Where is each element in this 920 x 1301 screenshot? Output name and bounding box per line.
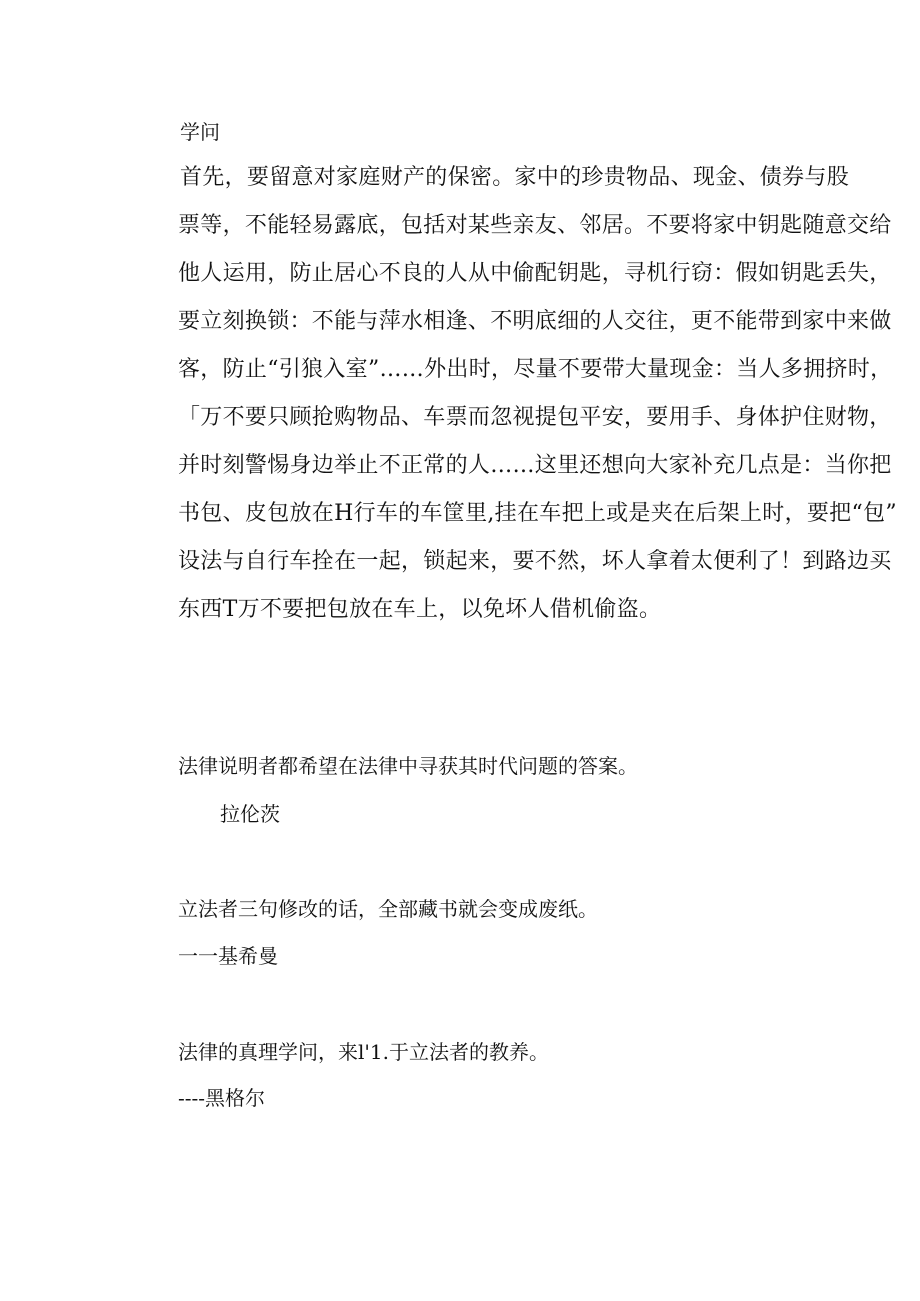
quote-author: ----黑格尔: [178, 1086, 266, 1110]
quote-text: 法律说明者都希望在法律中寻获其时代问题的答案。: [178, 754, 638, 778]
paragraph-line: 要立刻换锁：不能与萍水相逢、不明底细的人交往，更不能带到家中来做: [178, 309, 892, 334]
section-heading: 学问: [180, 120, 220, 144]
paragraph-line: 书包、皮包放在H行车的车筐里,挂在车把上或是夹在后架上时，要把“包”: [178, 501, 897, 526]
quote-text: 法律的真理学问，来l'1.于立法者的教养。: [178, 1040, 549, 1064]
paragraph-line: 首先，要留意对家庭财产的保密。家中的珍贵物品、现金、债券与股: [180, 165, 850, 190]
paragraph-line: 设法与自行车拴在一起，锁起来，要不然，坏人拿着太便利了！到路边买: [178, 549, 892, 574]
quote-author: 拉伦茨: [220, 802, 280, 826]
paragraph-line: 客，防止“引狼入室”……外出时，尽量不要带大量现金：当人多拥挤时，: [178, 357, 893, 382]
quote-text: 立法者三句修改的话，全部藏书就会变成废纸。: [178, 897, 598, 921]
paragraph-line: 并时刻警惕身边举止不正常的人……这里还想向大家补充几点是：当你把: [178, 453, 892, 478]
paragraph-line: 票等，不能轻易露底，包括对某些亲友、邻居。不要将家中钥匙随意交给: [178, 213, 892, 238]
paragraph-line: 「万不要只顾抢购物品、车票而忽视提包平安，要用手、身体护住财物，: [178, 405, 892, 430]
paragraph-line: 东西T万不要把包放在车上，以免坏人借机偷盗。: [178, 597, 662, 622]
body-paragraph: [178, 160, 897, 640]
quote-author: 一一基希曼: [178, 944, 278, 968]
paragraph-line: 他人运用，防止居心不良的人从中偷配钥匙，寻机行窃：假如钥匙丢失，: [178, 261, 892, 286]
